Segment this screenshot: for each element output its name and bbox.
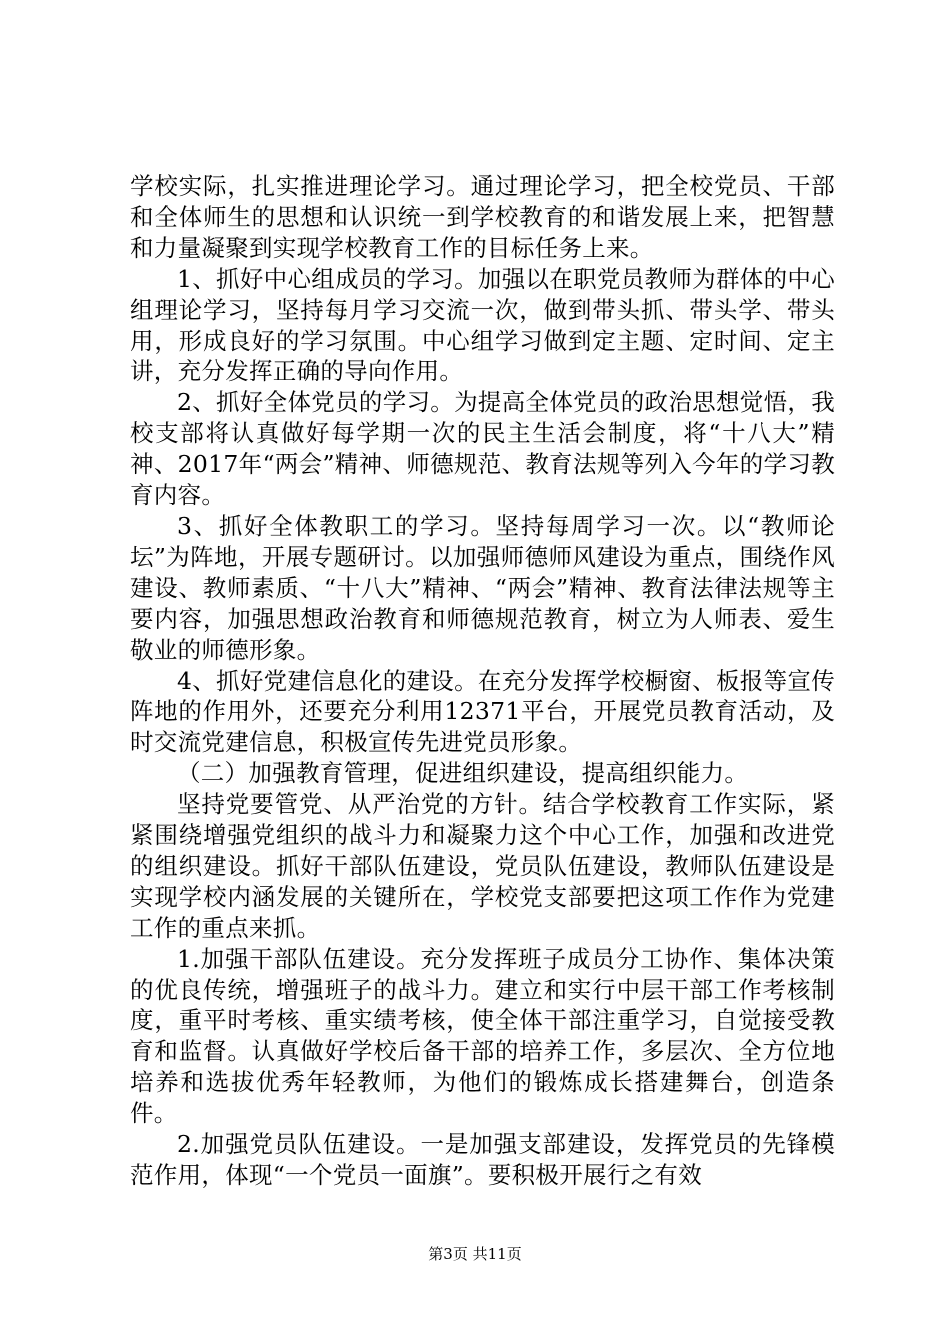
paragraph-2: 1、抓好中心组成员的学习。加强以在职党员教师为群体的中心组理论学习，坚持每月学习交流一次，做到带头抓、带头学、带头用，形成良好的学习氛围。中心组学习做到定主题、定时间、定主讲，充分发挥正确的导向作用。 bbox=[130, 264, 835, 386]
paragraph-4: 3、抓好全体教职工的学习。坚持每周学习一次。以“教师论坛”为阵地，开展专题研讨。以加强师德师风建设为重点，围绕作风建设、教师素质、“十八大”精神、“两会”精神、教育法律法规等主要内容，加强思想政治教育和师德规范教育，树立为人师表、爱生敬业的师德形象。 bbox=[130, 511, 835, 664]
paragraph-1: 学校实际，扎实推进理论学习。通过理论学习，把全校党员、干部和全体师生的思想和认识统一到学校教育的和谐发展上来，把智慧和力量凝聚到实现学校教育工作的目标任务上来。 bbox=[130, 172, 835, 262]
document-body bbox=[130, 171, 835, 1191]
section-heading: （二）加强教育管理，促进组织建设，提高组织能力。 bbox=[177, 759, 749, 788]
page-footer: 第3页 共11页 bbox=[428, 1245, 522, 1263]
paragraph-9: 2.加强党员队伍建设。一是加强支部建设，发挥党员的先锋模范作用，体现“一个党员一面旗”。要积极开展行之有效 bbox=[130, 1130, 835, 1189]
paragraph-5: 4、抓好党建信息化的建设。在充分发挥学校橱窗、板报等宣传阵地的作用外，还要充分利用12371平台，开展党员教育活动，及时交流党建信息，积极宣传先进党员形象。 bbox=[130, 666, 835, 757]
paragraph-3: 2、抓好全体党员的学习。为提高全体党员的政治思想觉悟，我校支部将认真做好每学期一次的民主生活会制度，将“十八大”精神、2017年“两会”精神、师德规范、教育法规等列入今年的学习教育内容。 bbox=[130, 388, 835, 510]
paragraph-8: 1.加强干部队伍建设。充分发挥班子成员分工协作、集体决策的优良传统，增强班子的战斗力。建立和实行中层干部工作考核制度，重平时考核、重实绩考核，使全体干部注重学习，自觉接受教育和监督。认真做好学校后备干部的培养工作，多层次、全方位地培养和选拔优秀年轻教师，为他们的锻炼成长搭建舞台，创造条件。 bbox=[130, 944, 835, 1128]
paragraph-7: 坚持党要管党、从严治党的方针。结合学校教育工作实际，紧紧围绕增强党组织的战斗力和凝聚力这个中心工作，加强和改进党的组织建设。抓好干部队伍建设，党员队伍建设，教师队伍建设是实现学校内涵发展的关键所在，学校党支部要把这项工作作为党建工作的重点来抓。 bbox=[130, 790, 835, 942]
